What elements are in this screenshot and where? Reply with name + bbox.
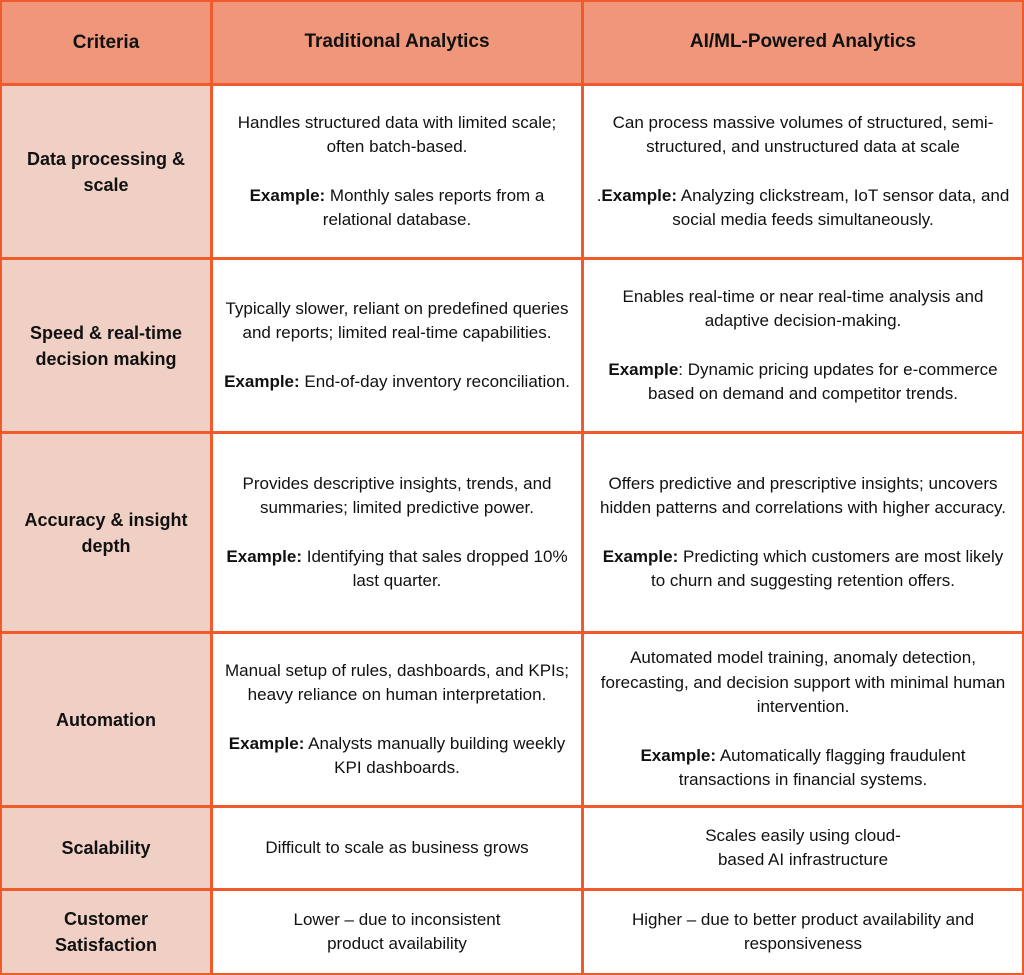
example-label: Example: — [602, 546, 679, 566]
traditional-example: Example: Identifying that sales dropped 10% last quarter. — [226, 546, 568, 590]
ai-cell — [581, 260, 1022, 431]
criteria-cell: Data processing & scale — [2, 86, 210, 257]
ai-cell — [581, 434, 1022, 631]
traditional-description: Provides descriptive insights, trends, and summaries; limited predictive power. — [242, 473, 552, 517]
ai-description: Automated model training, anomaly detection, forecasting, and decision support with minimal human intervention. — [600, 648, 1006, 717]
traditional-cell — [210, 634, 581, 805]
ai-cell — [581, 808, 1022, 888]
header-ai: AI/ML-Powered Analytics — [581, 2, 1022, 83]
traditional-example: Example: End-of-day inventory reconciliation. — [224, 371, 570, 391]
ai-example: Example: Dynamic pricing updates for e-commerce based on demand and competitor trends. — [608, 359, 998, 403]
ai-description: Enables real-time or near real-time analysis and adaptive decision-making. — [622, 286, 984, 330]
ai-description: Scales easily using cloud-based AI infrastructure — [705, 825, 901, 869]
example-label: Example: — [601, 185, 678, 205]
ai-example: Example: Automatically flagging fraudulent transactions in financial systems. — [640, 745, 966, 790]
table-row — [2, 431, 1022, 631]
criteria-cell: Automation — [2, 634, 210, 805]
header-row — [2, 2, 1022, 83]
example-label: Example — [608, 359, 679, 379]
ai-example: Example: Predicting which customers are most likely to churn and suggesting retention offers. — [602, 546, 1004, 590]
criteria-cell: Scalability — [2, 808, 210, 888]
table-row — [2, 83, 1022, 257]
ai-description: Higher – due to better product availability and responsiveness — [631, 909, 975, 953]
example-label: Example: — [249, 185, 326, 205]
example-label: Example: — [640, 745, 717, 765]
traditional-description: Difficult to scale as business grows — [265, 837, 529, 857]
ai-cell — [581, 86, 1022, 257]
traditional-example: Example: Monthly sales reports from a relational database. — [249, 185, 545, 229]
header-criteria: Criteria — [2, 2, 210, 83]
ai-cell — [581, 891, 1022, 973]
traditional-example: Example: Analysts manually building weekly KPI dashboards. — [228, 733, 566, 777]
traditional-description: Lower – due to inconsistent product availability — [293, 909, 501, 953]
table-row — [2, 888, 1022, 973]
ai-cell — [581, 634, 1022, 805]
table-row — [2, 805, 1022, 888]
criteria-cell: Accuracy & insight depth — [2, 434, 210, 631]
traditional-cell — [210, 260, 581, 431]
example-label: Example: — [226, 546, 302, 566]
traditional-description: Typically slower, reliant on predefined queries and reports; limited real-time capabilities. — [225, 298, 569, 343]
traditional-description: Manual setup of rules, dashboards, and KPIs; heavy reliance on human interpretation. — [225, 660, 569, 704]
traditional-cell — [210, 808, 581, 888]
ai-example: .Example: Analyzing clickstream, IoT sensor data, and social media feeds simultaneously. — [596, 185, 1010, 229]
ai-description: Offers predictive and prescriptive insights; uncovers hidden patterns and correlations with higher accuracy. — [599, 473, 1007, 517]
traditional-description: Handles structured data with limited scale; often batch-based. — [237, 112, 557, 156]
table-row — [2, 631, 1022, 805]
traditional-cell — [210, 434, 581, 631]
criteria-cell: Customer Satisfaction — [2, 891, 210, 973]
criteria-cell: Speed & real-time decision making — [2, 260, 210, 431]
traditional-cell — [210, 86, 581, 257]
header-traditional: Traditional Analytics — [210, 2, 581, 83]
example-label: Example: — [228, 733, 305, 753]
table-row — [2, 257, 1022, 431]
ai-description: Can process massive volumes of structured, semi-structured, and unstructured data at scale — [612, 112, 994, 156]
example-label: Example: — [224, 371, 300, 391]
traditional-cell — [210, 891, 581, 973]
